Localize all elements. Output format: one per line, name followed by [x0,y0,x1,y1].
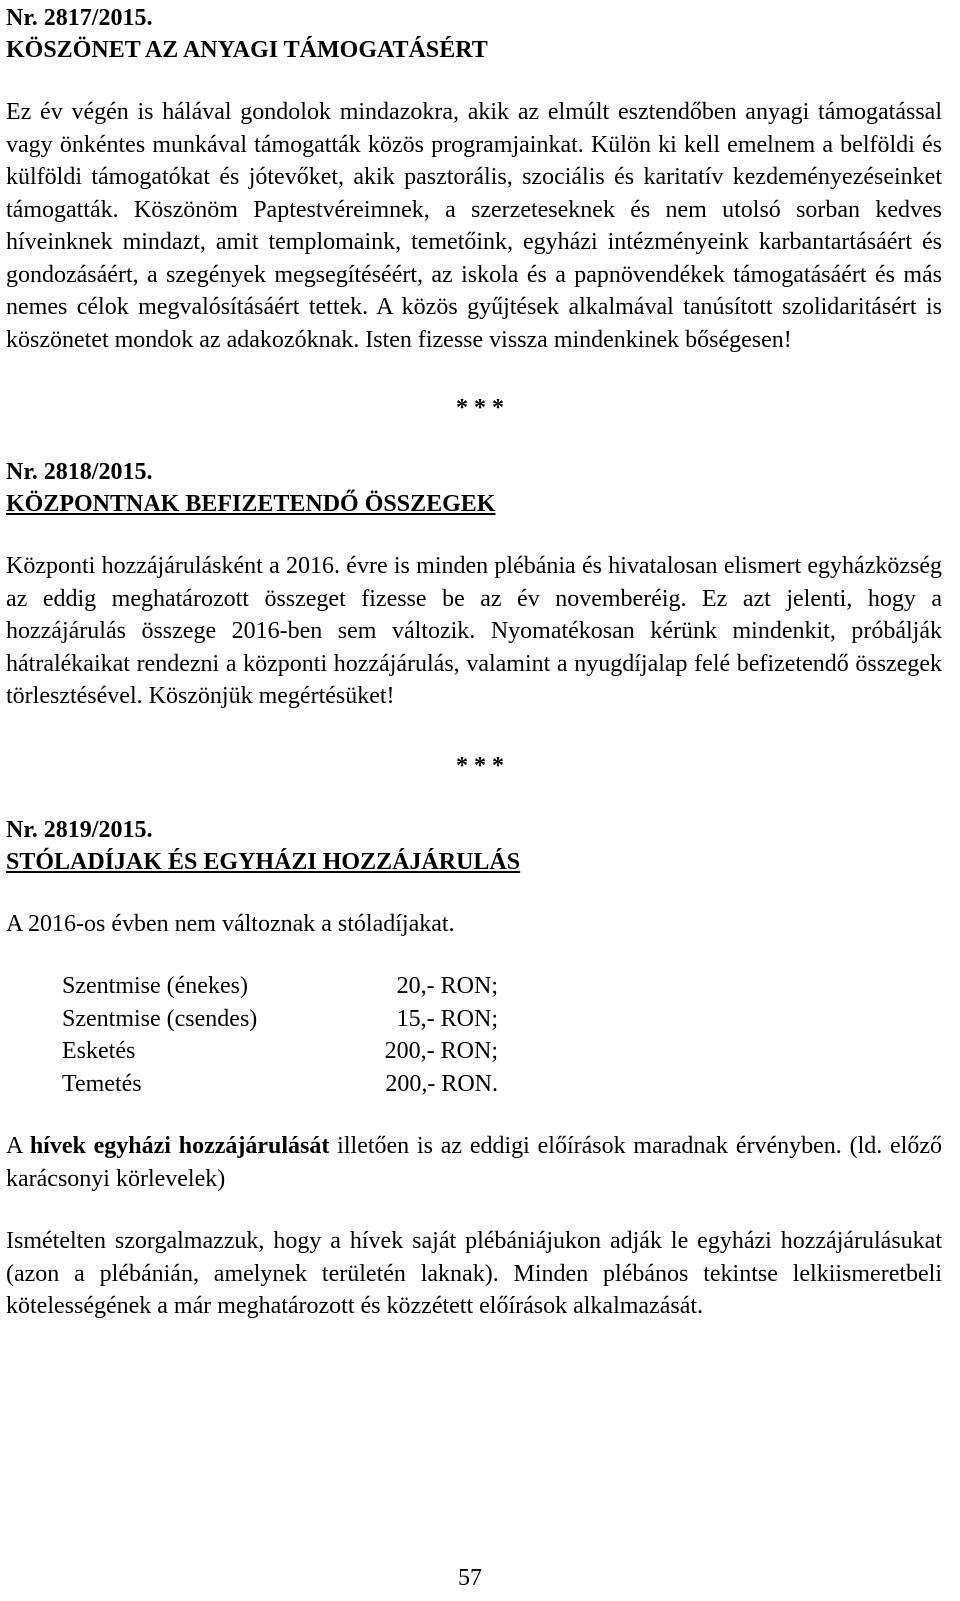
separator-stars: * * * [456,752,504,779]
fee-row [62,1068,942,1101]
section-2817 [6,2,942,356]
fee-row [62,1003,942,1036]
section-title: STÓLADÍJAK ÉS EGYHÁZI HOZZÁJÁRULÁS [6,848,521,875]
fee-label: Temetés [62,1070,142,1097]
fee-amount: 200,- RON. [385,1070,498,1097]
document-page [6,0,942,1323]
contribution-paragraph [6,1130,942,1195]
section-paragraph: Ez év végén is hálával gondolok mindazokra, akik az elmúlt esztendőben anyagi támogatással vagy önkéntes munkával támogatták közös programjainkat. Külön ki kell emelnem a belföldi és külföldi támogatókat és jótevőket, akik pasztorális, szociális és karitatív kezdeményezéseinket támogatták. Köszönöm Paptestvéreimnek, a szerzeteseknek és nem utolsó sorban kedves híveinknek mindazt, amit templomaink, temetőink, egyházi intézményeink karbantartásáért és gondozásáért, a szegények megsegítéséért, az iskola és a papnövendékek támogatásáért és más nemes célok megvalósításáért tettek. A közös gyűjtések alkalmával tanúsított szolidaritásért is köszönetet mondok az adakozóknak. Isten fizesse vissza mindenkinek bőségesen! [6,99,942,353]
fee-amount: 15,- RON; [396,1005,498,1032]
section-number: Nr. 2819/2015. [6,816,153,843]
fee-row [62,970,942,1003]
fee-table [62,970,942,1100]
paragraph-text: illetően is az eddigi előírások maradnak érvényben. (ld. előző karácsonyi körlevelek) [6,1133,942,1192]
section-title: KÖSZÖNET AZ ANYAGI TÁMOGATÁSÉRT [6,37,488,63]
section-paragraph: Ismételten szorgalmazzuk, hogy a hívek saját plébániájukon adják le egyházi hozzájárulásukat (azon a plébánián, amelynek területén laknak). Minden plébános tekintse lelkiismeretbeli kötelességének a már meghatározott és közzétett előírások alkalmazását. [6,1228,942,1319]
section-2819 [6,814,942,1323]
section-2818 [6,456,942,713]
section-number: Nr. 2817/2015. [6,5,153,31]
fee-row [62,1035,942,1068]
fee-amount: 200,- RON; [384,1038,498,1064]
paragraph-text: A [6,1133,30,1159]
section-intro: A 2016-os évben nem változnak a stóladíjakat. [6,910,455,937]
fee-label: Szentmise (csendes) [62,1005,258,1032]
fee-label: Szentmise (énekes) [62,973,248,999]
page-number: 57 [458,1565,482,1591]
fee-amount: 20,- RON; [396,973,498,999]
fee-label: Esketés [62,1038,136,1064]
emphasis-text: hívek egyházi hozzájárulását [29,1133,330,1159]
section-title: KÖZPONTNAK BEFIZETENDŐ ÖSSZEGEK [6,491,496,517]
separator-stars: * * * [456,395,504,421]
section-number: Nr. 2818/2015. [6,459,153,485]
section-paragraph: Központi hozzájárulásként a 2016. évre is minden plébánia és hivatalosan elismert egyházközség az eddig meghatározott összeget fizesse be az év novemberéig. Ez azt jelenti, hogy a hozzájárulás összege 2016-ben sem változik. Nyomatékosan kérünk mindenkit, próbálják hátralékaikat rendezni a központi hozzájárulás, valamint a nyugdíjalap felé befizetendő összegek törlesztésével. Köszönjük megértésüket! [6,553,942,709]
